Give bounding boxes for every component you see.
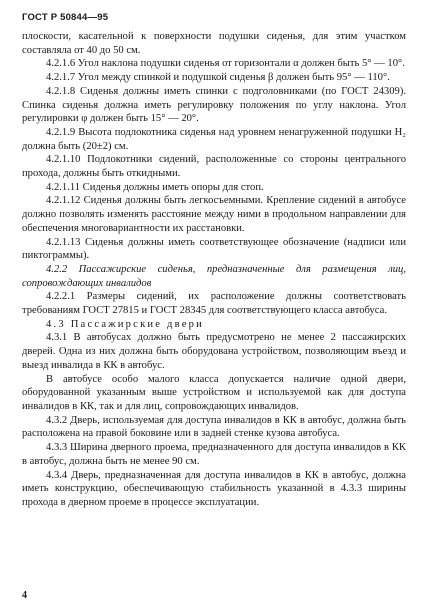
paragraph: В автобусе особо малого класса допускается наличие одной двери, оборудованной указанным выше устройством и используемой как для доступа инвалидов в КК, так и для лиц, сопровождающих инвалидов. [22, 373, 406, 412]
paragraph: 4.3.1 В автобусах должно быть предусмотрено не менее 2 пассажирских дверей. Одна из них должна быть оборудована устройством, позволяющим въезд и выезд инвалида в КК в автобус. [22, 332, 406, 371]
page-number: 4 [22, 590, 27, 601]
paragraph: 4.2.1.8 Сиденья должны иметь спинки с подголовниками (по ГОСТ 24309). Спинка сиденья должна иметь регулировку положения по углу наклона. Угол регулировки φ должен быть 15° — 20°. [22, 85, 406, 125]
paragraph: 4.2.1.9 Высота подлокотника сиденья над уровнем ненагруженной подушки H₂ должна быть (20±2) см. [22, 126, 406, 152]
paragraph: 4.3.4 Дверь, предназначенная для доступа инвалидов в КК в автобус, должна иметь конструкцию, обеспечивающую стабильность указанной в 4.3.3 ширины прохода в дверном проеме в процессе эксплуатации. [22, 469, 406, 508]
paragraph: 4.2.1.6 Угол наклона подушки сиденья от горизонтали α должен быть 5° — 10°. [46, 58, 405, 70]
paragraph: 4.2.1.11 Сиденья должны иметь опоры для стоп. [46, 181, 264, 193]
paragraph: плоскости, касательной к поверхности подушки сиденья, для этим участком составляла от 40 до 50 см. [22, 31, 406, 56]
paragraph: 4.3 Пассажирские двери [46, 318, 205, 330]
standard-header: ГОСТ Р 50844—95 [22, 12, 109, 23]
paragraph: 4.2.1.12 Сиденья должны быть легкосъемными. Крепление сидений в автобусе должно позволять изменять расстояние между ними в продольном направлении для обеспечения многовариантности их расстановки. [22, 195, 406, 234]
paragraph: 4.2.2.1 Размеры сидений, их расположение должны соответствовать требованиям ГОСТ 27815 и ГОСТ 28345 для соответствующего класса автобуса. [22, 291, 406, 317]
paragraph: 4.2.1.13 Сиденья должны иметь соответствующее обозначение (надписи или пиктограммы). [22, 236, 406, 262]
paragraph: 4.3.2 Дверь, используемая для доступа инвалидов в КК в автобус, должна быть расположена на правой боковине или в задней стенке кузова автобуса. [22, 414, 406, 440]
paragraph: 4.2.1.7 Угол между спинкой и подушкой сиденья β должен быть 95° — 110°. [46, 72, 390, 84]
paragraph: 4.2.1.10 Подлокотники сидений, расположенные со стороны центрального прохода, должны быть откидными. [22, 154, 406, 180]
document-body [22, 30, 406, 510]
paragraph: 4.2.2 Пассажирские сиденья, предназначенные для размещения лиц, сопровождающих инвалидов [22, 263, 406, 289]
paragraph: 4.3.3 Ширина дверного проема, предназначенного для доступа инвалидов в КК в автобус, должна быть не менее 90 см. [22, 442, 406, 467]
